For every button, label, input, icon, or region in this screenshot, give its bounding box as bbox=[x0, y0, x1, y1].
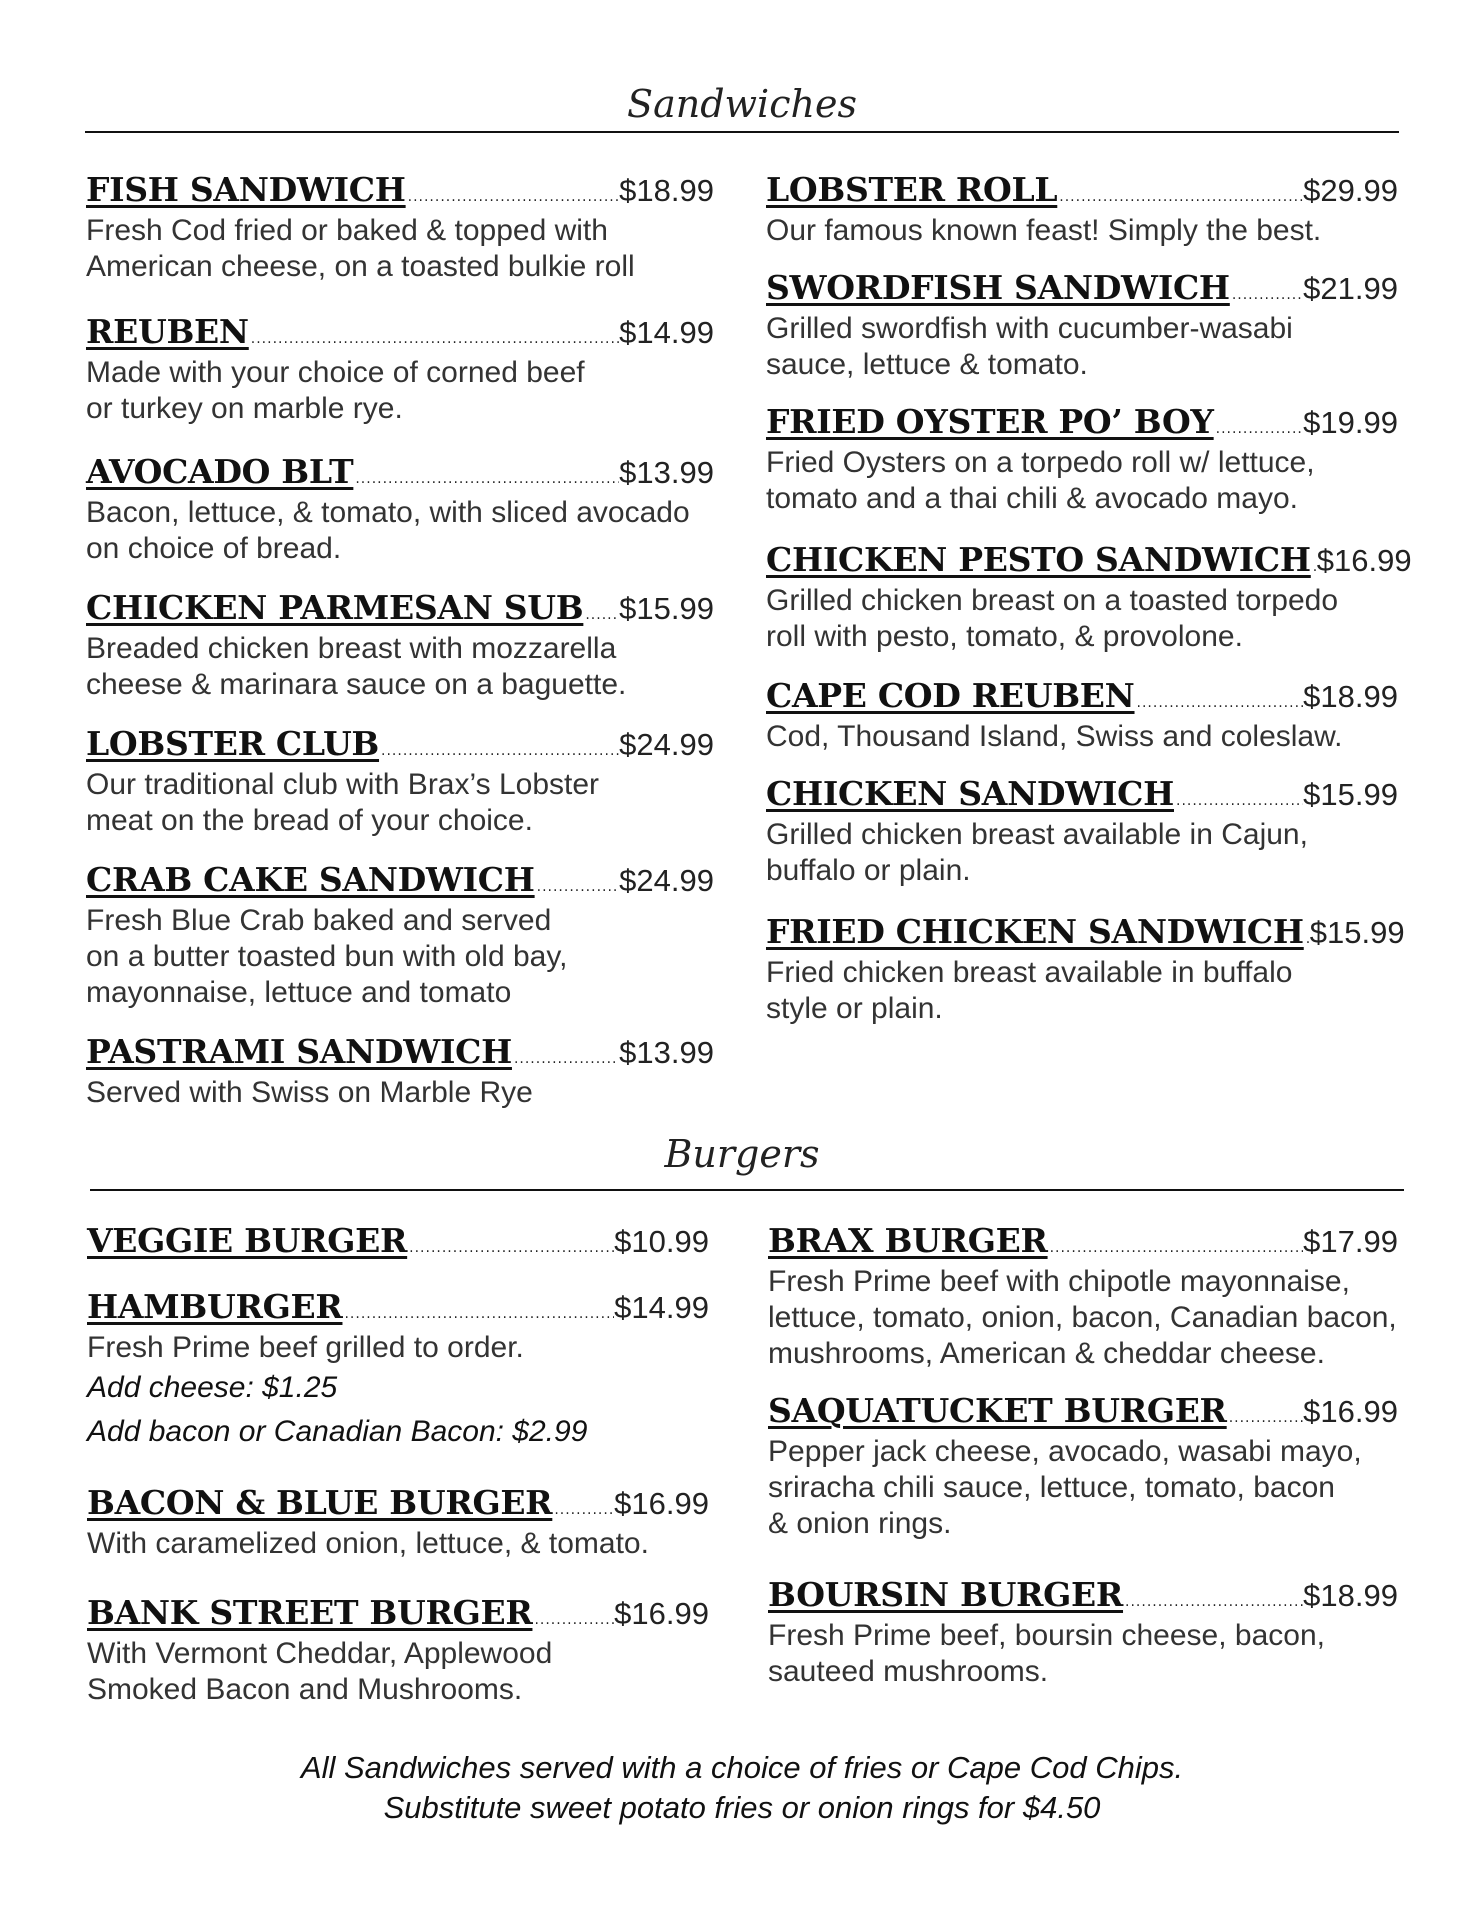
addon-cheese: Add cheese: $1.25 bbox=[87, 1371, 338, 1404]
burgers-left-column bbox=[87, 1221, 709, 1708]
item-price: $29.99 bbox=[1303, 173, 1398, 208]
menu-item bbox=[766, 540, 1412, 676]
leader-dots bbox=[1057, 187, 1303, 207]
item-name: BOURSIN BURGER bbox=[768, 1575, 1124, 1614]
menu-item bbox=[86, 1032, 714, 1111]
item-price: $15.99 bbox=[619, 591, 714, 626]
menu-item bbox=[86, 312, 714, 452]
item-name: CHICKEN SANDWICH bbox=[766, 774, 1174, 813]
item-name: FRIED OYSTER PO’ BOY bbox=[766, 402, 1214, 441]
leader-dots bbox=[583, 605, 619, 625]
menu-item bbox=[766, 676, 1398, 774]
item-price: $24.99 bbox=[619, 727, 714, 762]
item-name: VEGGIE BURGER bbox=[87, 1221, 408, 1260]
item-name: CHICKEN PESTO SANDWICH bbox=[766, 540, 1311, 579]
item-description: Pepper jack cheese, avocado, wasabi mayo, sriracha chili sauce, lettuce, tomato, bacon & onion rings. bbox=[768, 1435, 1362, 1540]
item-price: $10.99 bbox=[614, 1224, 709, 1259]
item-name: CAPE COD REUBEN bbox=[766, 676, 1135, 715]
section-title-burgers: Burgers bbox=[664, 1132, 820, 1176]
menu-item bbox=[768, 1391, 1398, 1575]
item-price: $18.99 bbox=[1303, 1578, 1398, 1613]
menu-item bbox=[766, 774, 1398, 912]
leader-dots bbox=[342, 1304, 614, 1324]
sandwiches-right-column bbox=[766, 170, 1412, 1027]
item-price: $18.99 bbox=[1303, 679, 1398, 714]
leader-dots bbox=[249, 329, 619, 349]
menu-item bbox=[86, 452, 714, 588]
leader-dots bbox=[1123, 1592, 1303, 1612]
item-price: $16.99 bbox=[614, 1596, 709, 1631]
item-description: Breaded chicken breast with mozzarella cheese & marinara sauce on a baguette. bbox=[86, 632, 627, 701]
item-name: SAQUATUCKET BURGER bbox=[768, 1391, 1227, 1430]
item-price: $16.99 bbox=[1303, 1394, 1398, 1429]
menu-item bbox=[86, 724, 714, 860]
item-name: CRAB CAKE SANDWICH bbox=[86, 860, 535, 899]
menu-item bbox=[768, 1575, 1398, 1690]
leader-dots bbox=[406, 187, 620, 207]
leader-dots bbox=[1135, 693, 1304, 713]
item-name: FRIED CHICKEN SANDWICH bbox=[766, 912, 1304, 951]
item-description: Fried Oysters on a torpedo roll w/ lettuce, tomato and a thai chili & avocado mayo. bbox=[766, 446, 1315, 515]
item-description: Our famous known feast! Simply the best. bbox=[766, 214, 1322, 247]
item-name: AVOCADO BLT bbox=[86, 452, 354, 491]
menu-item bbox=[766, 912, 1405, 1027]
menu-item bbox=[766, 268, 1398, 402]
item-name: FISH SANDWICH bbox=[86, 170, 406, 209]
item-description: With Vermont Cheddar, Applewood Smoked Bacon and Mushrooms. bbox=[87, 1637, 553, 1706]
item-price: $16.99 bbox=[614, 1486, 709, 1521]
item-price: $18.99 bbox=[619, 173, 714, 208]
menu-item bbox=[766, 402, 1398, 540]
footer-note bbox=[0, 1748, 1484, 1828]
menu-item bbox=[87, 1221, 709, 1287]
addon-bacon: Add bacon or Canadian Bacon: $2.99 bbox=[87, 1415, 588, 1448]
menu-item bbox=[768, 1221, 1398, 1391]
item-price: $16.99 bbox=[1316, 543, 1412, 578]
leader-dots bbox=[353, 469, 619, 489]
leader-dots bbox=[512, 1049, 619, 1069]
menu-item bbox=[86, 170, 714, 312]
leader-dots bbox=[532, 1610, 614, 1630]
leader-dots bbox=[1174, 791, 1303, 811]
item-description: Grilled chicken breast on a toasted torpedo roll with pesto, tomato, & provolone. bbox=[766, 584, 1339, 653]
footer-line-2: Substitute sweet potato fries or onion rings for $4.50 bbox=[383, 1790, 1101, 1825]
item-name: REUBEN bbox=[86, 312, 249, 351]
item-price: $15.99 bbox=[1309, 915, 1405, 950]
item-name: LOBSTER ROLL bbox=[766, 170, 1058, 209]
item-price: $19.99 bbox=[1303, 405, 1398, 440]
item-price: $14.99 bbox=[619, 315, 714, 350]
item-description: Fried chicken breast available in buffalo style or plain. bbox=[766, 956, 1293, 1025]
item-price: $21.99 bbox=[1303, 271, 1398, 306]
item-price: $15.99 bbox=[1303, 777, 1398, 812]
item-description: Grilled swordfish with cucumber-wasabi sauce, lettuce & tomato. bbox=[766, 312, 1293, 381]
item-name: BANK STREET BURGER bbox=[87, 1593, 533, 1632]
menu-item bbox=[86, 860, 714, 1032]
item-description: Fresh Blue Crab baked and served on a butter toasted bun with old bay, mayonnaise, lettuce and tomato bbox=[86, 904, 568, 1009]
leader-dots bbox=[1230, 285, 1303, 305]
item-name: BRAX BURGER bbox=[768, 1221, 1048, 1260]
sandwiches-left-column bbox=[86, 170, 714, 1111]
leader-dots bbox=[1227, 1408, 1303, 1428]
leader-dots bbox=[407, 1238, 614, 1258]
menu-item bbox=[87, 1483, 709, 1593]
item-description: Our traditional club with Brax’s Lobster meat on the bread of your choice. bbox=[86, 768, 600, 837]
item-price: $24.99 bbox=[619, 863, 714, 898]
leader-dots bbox=[1048, 1238, 1304, 1258]
item-description: With caramelized onion, lettuce, & tomato. bbox=[87, 1527, 649, 1560]
item-description: Fresh Prime beef, boursin cheese, bacon, sauteed mushrooms. bbox=[768, 1619, 1325, 1688]
item-price: $13.99 bbox=[619, 455, 714, 490]
menu-item bbox=[86, 588, 714, 724]
item-name: SWORDFISH SANDWICH bbox=[766, 268, 1230, 307]
footer-line-1: All Sandwiches served with a choice of fries or Cape Cod Chips. bbox=[300, 1750, 1184, 1785]
item-name: BACON & BLUE BURGER bbox=[87, 1483, 553, 1522]
leader-dots bbox=[552, 1500, 614, 1520]
item-description: Served with Swiss on Marble Rye bbox=[86, 1076, 533, 1109]
section-title-sandwiches: Sandwiches bbox=[627, 82, 857, 126]
item-name: LOBSTER CLUB bbox=[86, 724, 380, 763]
leader-dots bbox=[1214, 419, 1304, 439]
menu-item bbox=[87, 1593, 709, 1708]
item-description: Cod, Thousand Island, Swiss and coleslaw. bbox=[766, 720, 1343, 753]
item-name: PASTRAMI SANDWICH bbox=[86, 1032, 512, 1071]
item-price: $14.99 bbox=[614, 1290, 709, 1325]
item-price: $17.99 bbox=[1303, 1224, 1398, 1259]
menu-item bbox=[87, 1287, 709, 1483]
item-description: Bacon, lettuce, & tomato, with sliced avocado on choice of bread. bbox=[86, 496, 690, 565]
section-divider bbox=[85, 131, 1399, 133]
item-price: $13.99 bbox=[619, 1035, 714, 1070]
menu-item bbox=[766, 170, 1398, 268]
burgers-right-column bbox=[768, 1221, 1398, 1690]
item-description: Fresh Prime beef grilled to order. bbox=[87, 1331, 524, 1364]
item-name: CHICKEN PARMESAN SUB bbox=[86, 588, 584, 627]
leader-dots bbox=[379, 741, 619, 761]
item-description: Grilled chicken breast available in Cajun, buffalo or plain. bbox=[766, 818, 1308, 887]
item-description: Fresh Cod fried or baked & topped with American cheese, on a toasted bulkie roll bbox=[86, 214, 635, 283]
item-name: HAMBURGER bbox=[87, 1287, 343, 1326]
section-divider bbox=[90, 1189, 1404, 1191]
leader-dots bbox=[535, 877, 620, 897]
item-description: Made with your choice of corned beef or turkey on marble rye. bbox=[86, 356, 585, 425]
item-description: Fresh Prime beef with chipotle mayonnaise, lettuce, tomato, onion, bacon, Canadian bacon, mushrooms, American & cheddar cheese. bbox=[768, 1265, 1397, 1370]
